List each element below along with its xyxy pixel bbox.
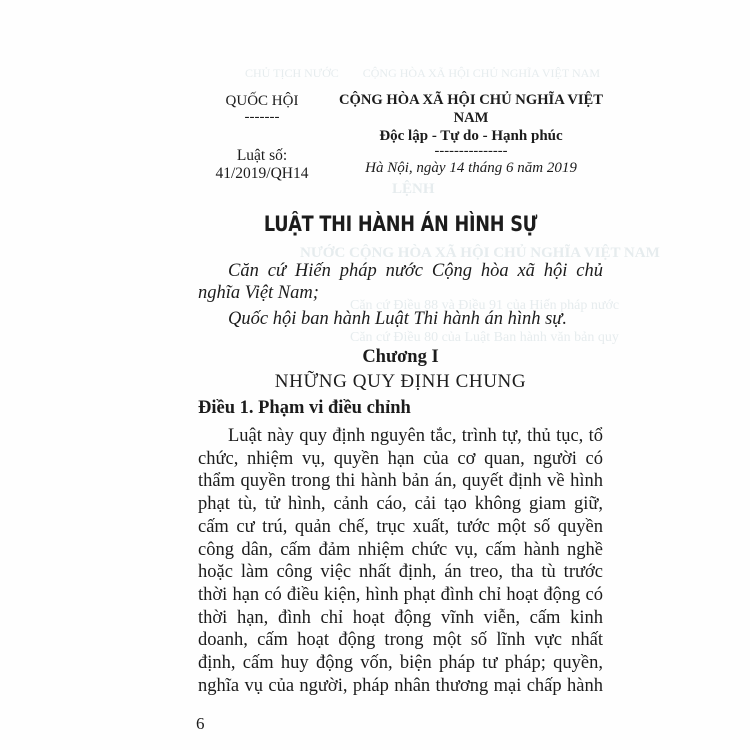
- law-number-label: Luật số:: [236, 147, 288, 164]
- body-line: công dân, cấm đảm nhiệm chức vụ, cấm hành nghề: [198, 539, 603, 560]
- body-line: định, cấm huy động vốn, biện pháp tư pháp; quyền,: [198, 653, 603, 673]
- preamble-line: Căn cứ Hiến pháp nước Cộng hòa xã hội chủ: [228, 261, 603, 281]
- body-line: thời hạn, đình chỉ hoạt động vĩnh viễn, cấm kinh: [198, 607, 603, 628]
- body-line: nghĩa vụ của người, pháp nhân thương mại chấp hành: [198, 675, 603, 696]
- bleed-through: Căn cứ Điều 88 và Điều 91 của Hiến pháp nước: [350, 298, 620, 313]
- body-line: cấm cư trú, quản chế, trục xuất, tước một số quyền: [198, 516, 603, 537]
- body-line: thời hạn có điều kiện, hình phạt đình chỉ hoạt động có: [198, 584, 603, 605]
- body-line: thẩm quyền trong thi hành bản án, quyết định về hình: [198, 471, 603, 492]
- preamble-line: Quốc hội ban hành Luật Thi hành án hình sự.: [228, 309, 567, 329]
- body-line: phạt tù, tử hình, cảnh cáo, cải tạo không giam giữ,: [198, 494, 603, 515]
- page-number: 6: [196, 714, 205, 733]
- law-title: LUẬT THI HÀNH ÁN HÌNH SỰ: [263, 212, 538, 236]
- body-line: Luật này quy định nguyên tắc, trình tự, thủ tục, tổ: [228, 426, 603, 446]
- issuer: QUỐC HỘI: [225, 93, 299, 109]
- bleed-through: Căn cứ Điều 80 của Luật Ban hành văn bản quy: [350, 330, 619, 345]
- national-motto: Độc lập - Tự do - Hạnh phúc: [379, 128, 563, 144]
- law-number: 41/2019/QH14: [215, 165, 309, 182]
- body-line: chức, nhiệm vụ, quyền hạn của cơ quan, người có: [198, 448, 603, 469]
- motto-rule: ---------------: [434, 143, 508, 159]
- bleed-through: NƯỚC CỘNG HÒA XÃ HỘI CHỦ NGHĨA VIỆT NAM: [300, 245, 660, 261]
- country-name: CỘNG HÒA XÃ HỘI CHỦ NGHĨA VIỆT NAM: [338, 92, 604, 126]
- bleed-through: LỆNH: [392, 181, 435, 197]
- issuer-block: [212, 92, 312, 124]
- bleed-through: CHỦ TỊCH NƯỚC CỘNG HÒA XÃ HỘI CHỦ NGHĨA VIỆT NAM: [245, 66, 600, 80]
- chapter-name: NHỮNG QUY ĐỊNH CHUNG: [274, 371, 527, 392]
- national-heading: [336, 91, 606, 157]
- issuer-rule: -------: [244, 109, 280, 125]
- place-date: Hà Nội, ngày 14 tháng 6 năm 2019: [365, 160, 577, 176]
- article-heading: Điều 1. Phạm vi điều chỉnh: [198, 398, 411, 418]
- law-number-block: [212, 147, 312, 183]
- preamble-line: nghĩa Việt Nam;: [198, 283, 319, 303]
- body-line: doanh, cấm hoạt động trong một số lĩnh vực nhất: [198, 630, 603, 651]
- body-line: hoặc làm công việc nhất định, án treo, tha tù trước: [198, 562, 603, 583]
- chapter-number: Chương I: [362, 347, 439, 367]
